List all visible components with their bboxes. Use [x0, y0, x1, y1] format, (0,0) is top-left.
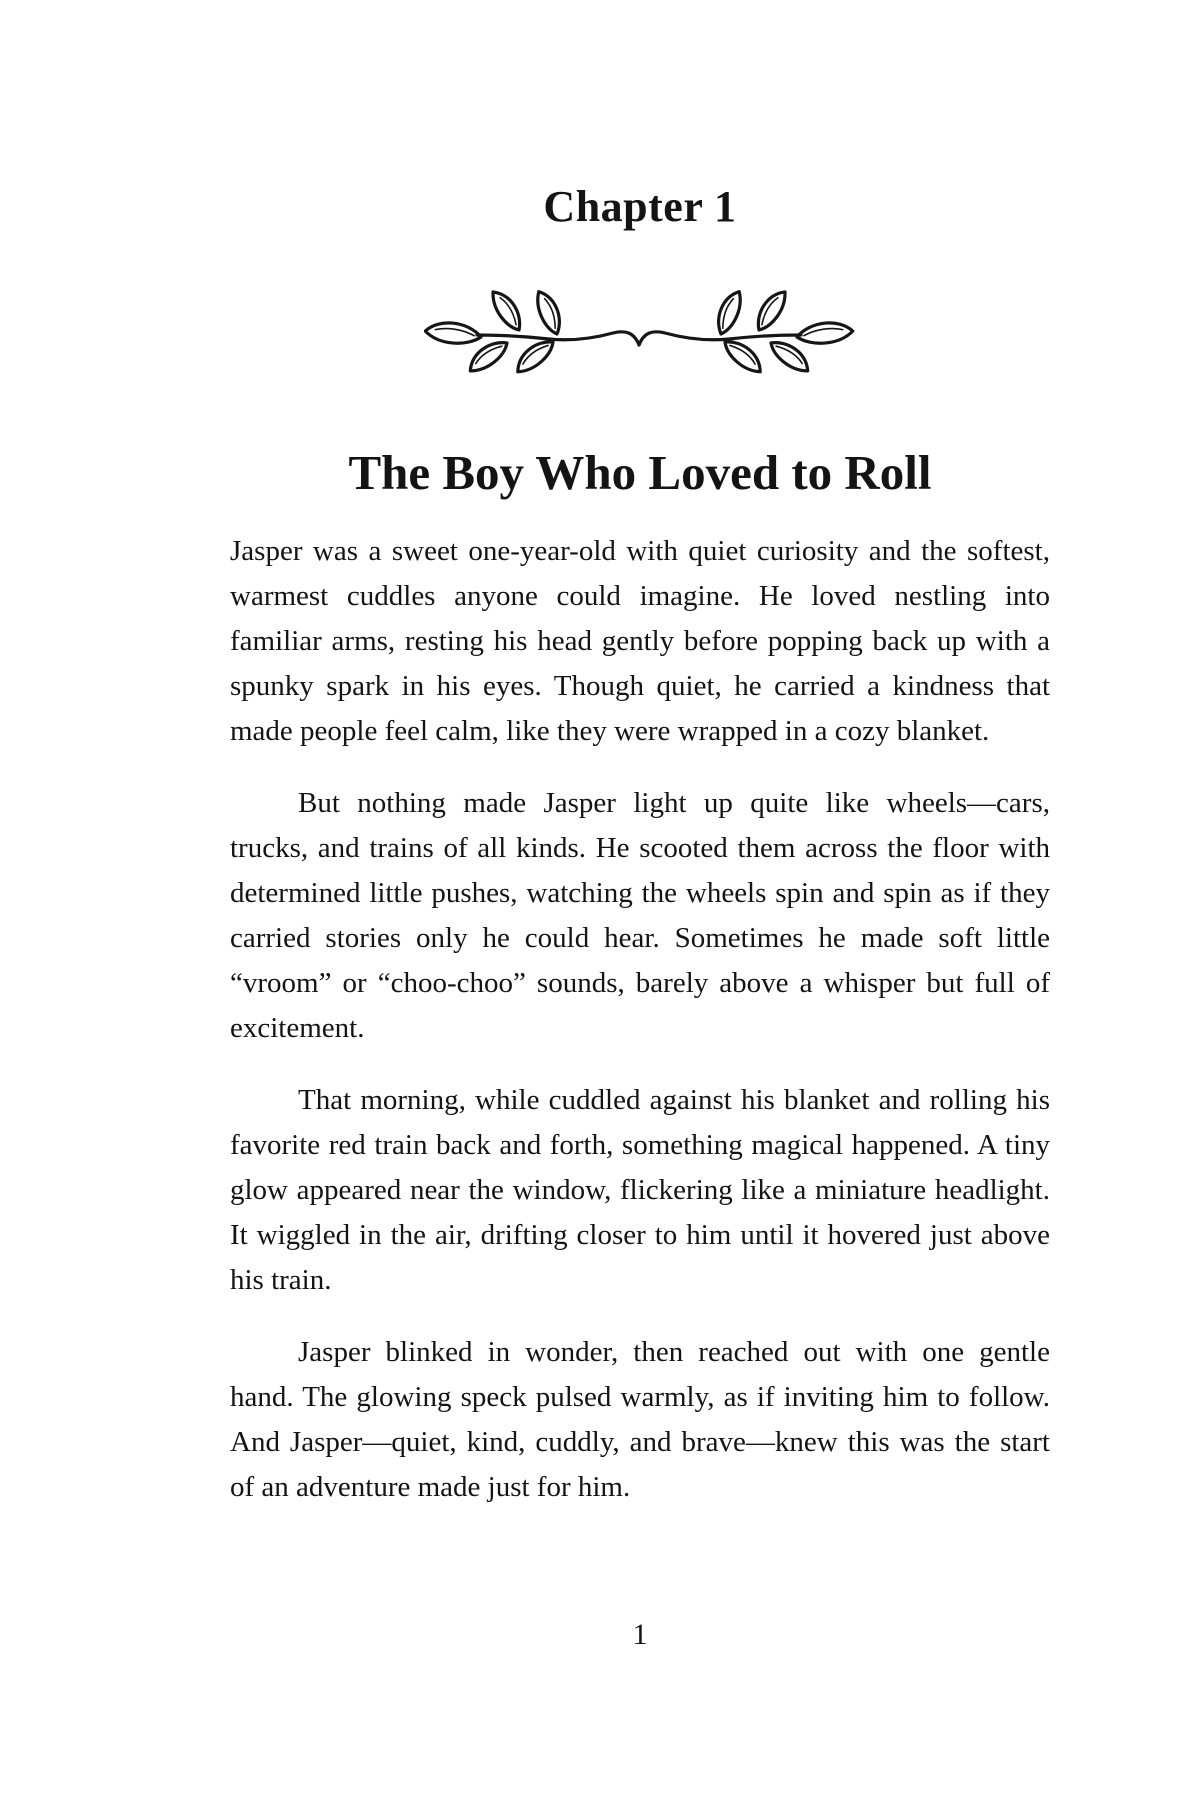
- page-number: 1: [632, 1618, 648, 1651]
- paragraph-3: That morning, while cuddled against his blanket and rolling his favorite red train back and forth, something magical happened. A tiny glow appeared near the window, flickering like a miniature headlight. It wiggled in the air, drifting closer to him until it hovered just above his train.: [230, 1083, 1050, 1296]
- text-column: [230, 182, 1050, 1510]
- paragraph-1: Jasper was a sweet one-year-old with quiet curiosity and the softest, warmest cuddles anyone could imagine. He loved nestling into familiar arms, resting his head gently before popping back up with a spunky spark in his eyes. Though quiet, he carried a kindness that made people feel calm, like they were wrapped in a cozy blanket.: [230, 534, 1050, 747]
- paragraph-4: Jasper blinked in wonder, then reached out with one gentle hand. The glowing speck pulsed warmly, as if inviting him to follow. And Jasper—quiet, kind, cuddly, and brave—knew this was the start of an adventure made just for him.: [230, 1335, 1050, 1503]
- paragraph-2: But nothing made Jasper light up quite like wheels—cars, trucks, and trains of all kinds. He scooted them across the floor with determined little pushes, watching the wheels spin and spin as if they carried stories only he could hear. Sometimes he made soft little “vroom” or “choo-choo” sounds, barely above a whisper but full of excitement.: [230, 786, 1050, 1044]
- chapter-heading: Chapter 1: [543, 182, 737, 231]
- laurel-branches-icon: [424, 287, 856, 387]
- laurel-divider-ornament: [424, 287, 856, 387]
- chapter-body: [230, 529, 1050, 1510]
- chapter-title: The Boy Who Loved to Roll: [348, 444, 932, 500]
